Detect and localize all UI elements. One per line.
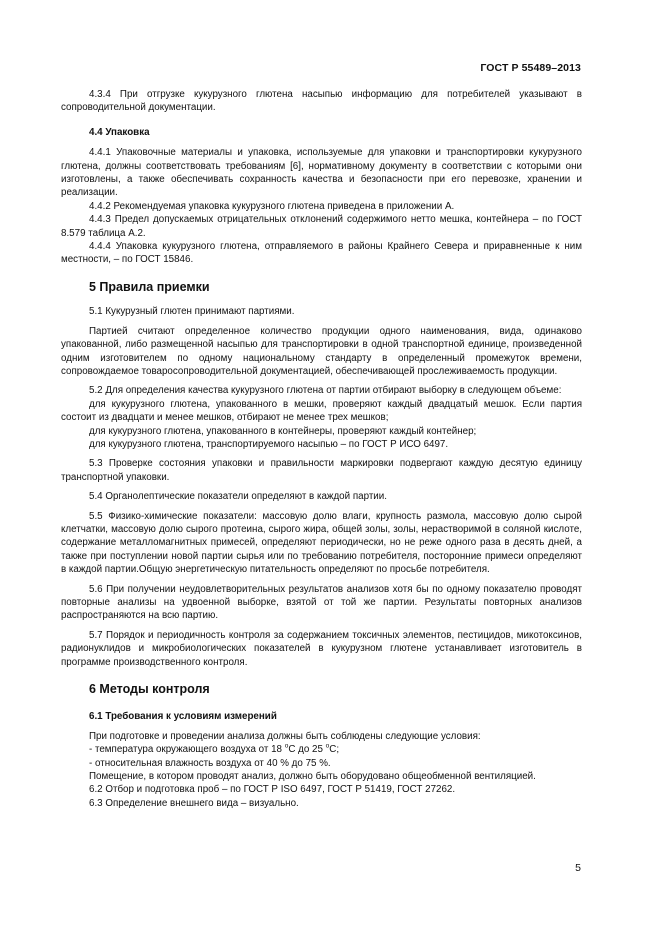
clause-4-3-4: 4.3.4 При отгрузке кукурузного глютена насыпью информацию для потребителей указывают в сопроводительной документации. <box>61 89 582 114</box>
page-content <box>61 88 582 810</box>
clause-4-4-4: 4.4.4 Упаковка кукурузного глютена, отправляемого в районы Крайнего Севера и приравненные к ним местности, – по ГОСТ 15846. <box>61 241 582 266</box>
clause-5-2: 5.2 Для определения качества кукурузного глютена от партии отбирают выборку в следующем объеме: <box>89 385 562 397</box>
clause-6-1-ventilation: Помещение, в котором проводят анализ, должно быть оборудовано общеобменной вентиляцией. <box>89 771 536 783</box>
clause-5-4: 5.4 Органолептические показатели определяют в каждой партии. <box>89 491 387 503</box>
section-heading-6: 6 Методы контроля <box>89 682 210 697</box>
clause-5-1-lot-definition: Партией считают определенное количество продукции одного наименования, вида, одинаково упакованной, либо размещенной насыпью для транспортировки в одной транспортной единице, произведенной одним изготовителем по одному национальному стандарту в определенный промежуток времени, сопровождаемое товаросопроводительной документацией, обеспечивающей прослеживаемость продукции. <box>61 325 582 377</box>
section-heading-4-4: 4.4 Упаковка <box>89 126 150 138</box>
clause-6-1-conditions: При подготовке и проведении анализа должны быть соблюдены следующие условия: <box>89 730 481 742</box>
clause-5-2-containers: для кукурузного глютена, упакованного в контейнеры, проверяют каждый контейнер; <box>89 425 477 437</box>
clause-5-5: 5.5 Физико-химические показатели: массовую долю влаги, крупность размола, массовую долю сырой клетчатки, массовую долю сырого протеина, сырого жира, общей золы, золы, нерастворимой в соляной кислоте, содержание металломагнитных примесей, определяют периодически, но не реже одного раза в десять дней, а также при поступлении новой партии сырья или по требованию потребителя, посторонние примеси определяют в каждой партии.Общую энергетическую питательность определяют по просьбе потребителя. <box>61 510 582 576</box>
clause-6-3: 6.3 Определение внешнего вида – визуально. <box>89 797 299 809</box>
clause-4-4-3: 4.4.3 Предел допускаемых отрицательных отклонений содержимого нетто мешка, контейнера – по ГОСТ 8.579 таблица А.2. <box>61 214 582 239</box>
degree-sign: о <box>284 742 289 750</box>
section-heading-6-1: 6.1 Требования к условиям измерений <box>89 711 277 723</box>
clause-4-4-2: 4.4.2 Рекомендуемая упаковка кукурузного глютена приведена в приложении А. <box>89 200 455 212</box>
temperature-text-mid: С до 25 <box>288 744 326 756</box>
degree-sign: о <box>325 742 330 750</box>
section-heading-5: 5 Правила приемки <box>89 279 210 294</box>
document-header: ГОСТ Р 55489–2013 <box>480 62 581 74</box>
clause-5-7: 5.7 Порядок и периодичность контроля за содержанием токсичных элементов, пестицидов, микотоксинов, радионуклидов и микробиологических показателей в кукурузном глютене устанавливает изготовитель в программе производственного контроля. <box>61 629 582 668</box>
clause-6-1-temperature <box>61 743 582 756</box>
clause-5-2-bulk: для кукурузного глютена, транспортируемого насыпью – по ГОСТ Р ИСО 6497. <box>89 438 449 450</box>
temperature-text-start: - температура окружающего воздуха от 18 <box>89 744 285 756</box>
clause-5-6: 5.6 При получении неудовлетворительных результатов анализов хотя бы по одному показателю проводят повторные анализы на удвоенной выборке, взятой от той же партии. Результаты повторных анализов распространяются на всю партию. <box>61 583 582 622</box>
temperature-text-end: С; <box>329 744 340 756</box>
clause-5-1: 5.1 Кукурузный глютен принимают партиями. <box>89 306 295 318</box>
clause-6-2: 6.2 Отбор и подготовка проб – по ГОСТ Р ISO 6497, ГОСТ Р 51419, ГОСТ 27262. <box>89 784 456 796</box>
page-number: 5 <box>575 862 581 874</box>
clause-6-1-humidity: - относительная влажность воздуха от 40 % до 75 %. <box>89 757 331 769</box>
clause-5-2-bags: для кукурузного глютена, упакованного в мешки, проверяют каждый двадцатый мешок. Если партия состоит из двадцати и менее мешков, отбирают не менее трех мешков; <box>61 398 582 424</box>
clause-5-3: 5.3 Проверке состояния упаковки и правильности маркировки подвергают каждую десятую единицу транспортной упаковки. <box>61 458 582 483</box>
clause-4-4-1: 4.4.1 Упаковочные материалы и упаковка, используемые для упаковки и транспортировки кукурузного глютена, должны соответствовать требованиям [6], нормативному документу в соответствии с которыми они изготовлены, а также обеспечивать сохранность качества и безопасности при его перевозке, хранении и реализации. <box>61 147 582 199</box>
